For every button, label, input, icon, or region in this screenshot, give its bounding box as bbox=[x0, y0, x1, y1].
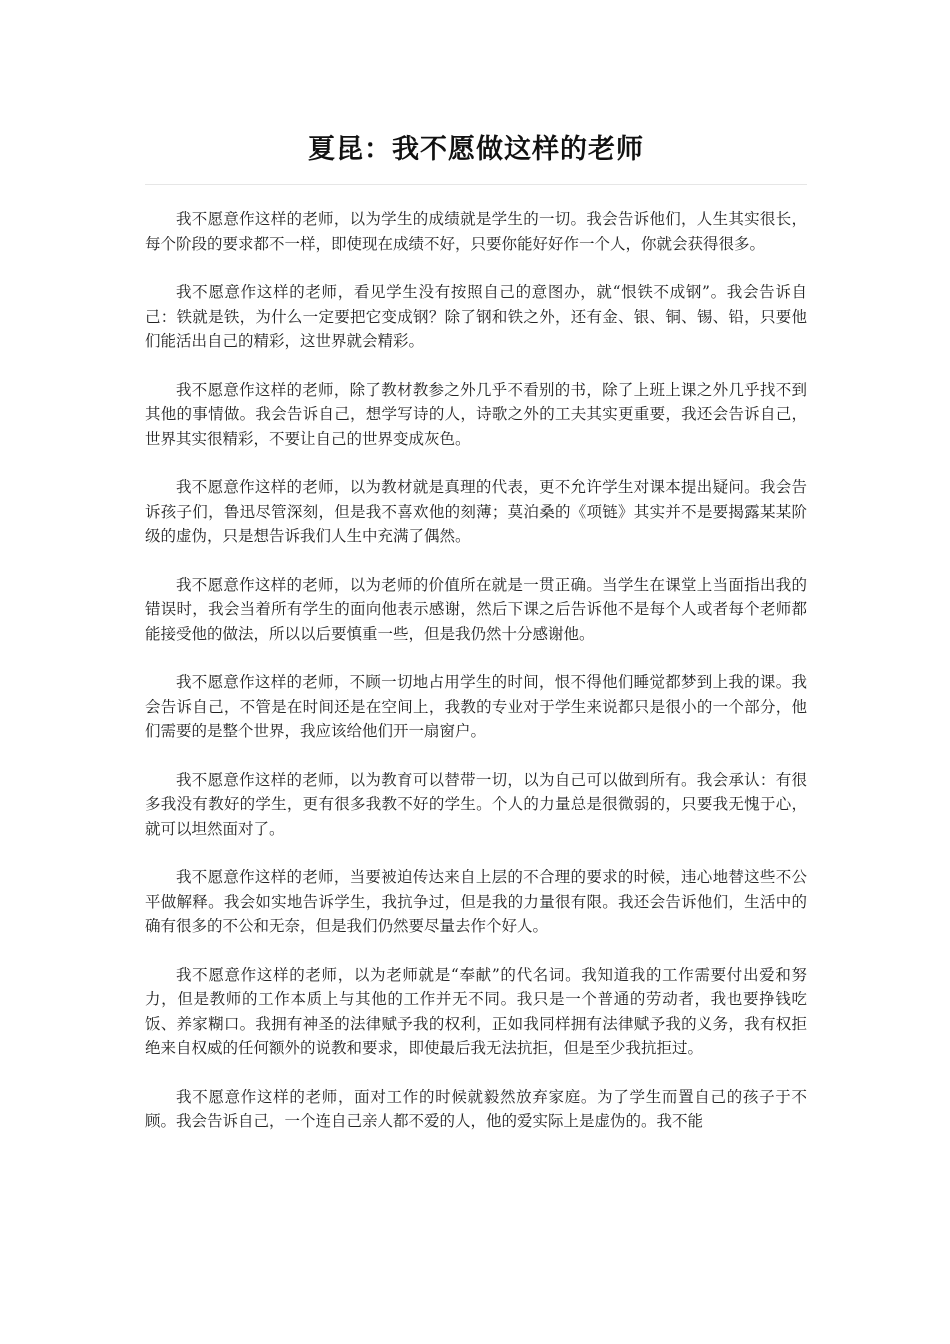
paragraph-9: 我不愿意作这样的老师，以为老师就是“奉献”的代名词。我知道我的工作需要付出爱和努力，但是教师的工作本质上与其他的工作并无不同。我只是一个普通的劳动者，我也要挣钱吃饭、养家糊口。我拥有神圣的法律赋予我的权利，正如我同样拥有法律赋予我的义务，我有权拒绝来自权威的任何额外的说教和要求，即使最后我无法抗拒，但是至少我抗拒过。 bbox=[145, 965, 807, 1057]
paragraph-7: 我不愿意作这样的老师，以为教育可以替带一切，以为自己可以做到所有。我会承认：有很多我没有教好的学生，更有很多我教不好的学生。个人的力量总是很微弱的，只要我无愧于心，就可以坦然面对了。 bbox=[145, 770, 807, 838]
paragraph-3: 我不愿意作这样的老师，除了教材教参之外几乎不看别的书，除了上班上课之外几乎找不到其他的事情做。我会告诉自己，想学写诗的人，诗歌之外的工夫其实更重要，我还会告诉自己，世界其实很精彩，不要让自己的世界变成灰色。 bbox=[145, 380, 807, 448]
paragraph-4: 我不愿意作这样的老师，以为教材就是真理的代表，更不允许学生对课本提出疑问。我会告诉孩子们，鲁迅尽管深刻，但是我不喜欢他的刻薄；莫泊桑的《项链》其实并不是要揭露某某阶级的虚伪，只是想告诉我们人生中充满了偶然。 bbox=[145, 478, 807, 545]
paragraph-5: 我不愿意作这样的老师，以为老师的价值所在就是一贯正确。当学生在课堂上当面指出我的错误时，我会当着所有学生的面向他表示感谢，然后下课之后告诉他不是每个人或者每个老师都能接受他的做法，所以以后要慎重一些，但是我仍然十分感谢他。 bbox=[145, 575, 807, 643]
paragraph-1: 我不愿意作这样的老师，以为学生的成绩就是学生的一切。我会告诉他们，人生其实很长，每个阶段的要求都不一样，即使现在成绩不好，只要你能好好作一个人，你就会获得很多。 bbox=[145, 210, 807, 253]
paragraph-8: 我不愿意作这样的老师，当要被迫传达来自上层的不合理的要求的时候，违心地替这些不公平做解释。我会如实地告诉学生，我抗争过，但是我的力量很有限。我还会告诉他们，生活中的确有很多的不公和无奈，但是我们仍然要尽量去作个好人。 bbox=[145, 868, 807, 935]
paragraph-6: 我不愿意作这样的老师，不顾一切地占用学生的时间，恨不得他们睡觉都梦到上我的课。我会告诉自己，不管是在时间还是在空间上，我教的专业对于学生来说都只是很小的一个部分，他们需要的是整个世界，我应该给他们开一扇窗户。 bbox=[145, 673, 807, 740]
article-body bbox=[145, 207, 807, 1158]
title-divider bbox=[145, 184, 807, 185]
paragraph-10: 我不愿意作这样的老师，面对工作的时候就毅然放弃家庭。为了学生而置自己的孩子于不顾。我会告诉自己，一个连自己亲人都不爱的人，他的爱实际上是虚伪的。我不能 bbox=[145, 1087, 807, 1130]
article-title: 夏昆：我不愿做这样的老师 bbox=[308, 134, 644, 165]
paragraph-2: 我不愿意作这样的老师，看见学生没有按照自己的意图办，就“恨铁不成钢”。我会告诉自己：铁就是铁，为什么一定要把它变成钢？除了钢和铁之外，还有金、银、铜、锡、铅，只要他们能活出自己的精彩，这世界就会精彩。 bbox=[145, 283, 807, 350]
